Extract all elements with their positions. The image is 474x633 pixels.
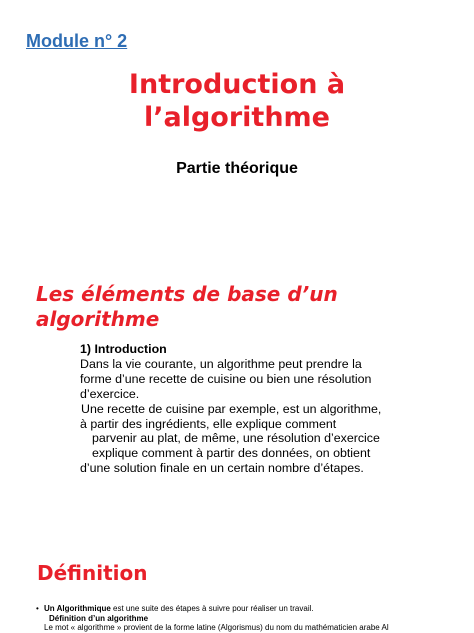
- introduction-line: parvenir au plat, de même, une résolution d’exercice: [92, 431, 380, 446]
- definition-heading: Définition: [37, 561, 148, 585]
- introduction-line: explique comment à partir des données, on obtient: [92, 446, 371, 461]
- introduction-line: Dans la vie courante, un algorithme peut prendre la: [80, 356, 362, 371]
- section-heading-line-1: Les éléments de base d’un: [36, 282, 338, 306]
- definition-term: Un Algorithmique: [44, 604, 111, 613]
- definition-term-text: est une suite des étapes à suivre pour réaliser un travail.: [110, 604, 314, 613]
- introduction-line: à partir des ingrédients, elle explique comment: [80, 416, 337, 431]
- page-title: [0, 68, 474, 134]
- introduction-line: d’une solution finale en un certain nombre d’étapes.: [80, 461, 364, 476]
- page-title-line-1: Introduction à: [128, 69, 346, 100]
- definition-list: [36, 604, 474, 633]
- module-link[interactable]: Module n° 2: [26, 31, 128, 51]
- introduction-block: [80, 342, 410, 476]
- section-heading: [36, 282, 338, 332]
- definition-subheading: Définition d’un algorithme: [49, 613, 149, 623]
- introduction-line: forme d’une recette de cuisine ou bien une résolution: [80, 371, 372, 386]
- bullet-icon: •: [36, 604, 39, 613]
- page-subtitle: Partie théorique: [176, 160, 298, 177]
- page-title-line-2: l’algorithme: [143, 102, 330, 133]
- definition-partial-line: Le mot « algorithme » provient de la forme latine (Algorismus) du nom du mathématicien arabe Al: [44, 623, 389, 633]
- introduction-heading: 1) Introduction: [80, 342, 167, 356]
- introduction-line: d’exercice.: [80, 386, 140, 401]
- definition-item: [36, 604, 474, 614]
- introduction-line: Une recette de cuisine par exemple, est un algorithme,: [81, 401, 382, 416]
- section-heading-line-2: algorithme: [36, 307, 160, 331]
